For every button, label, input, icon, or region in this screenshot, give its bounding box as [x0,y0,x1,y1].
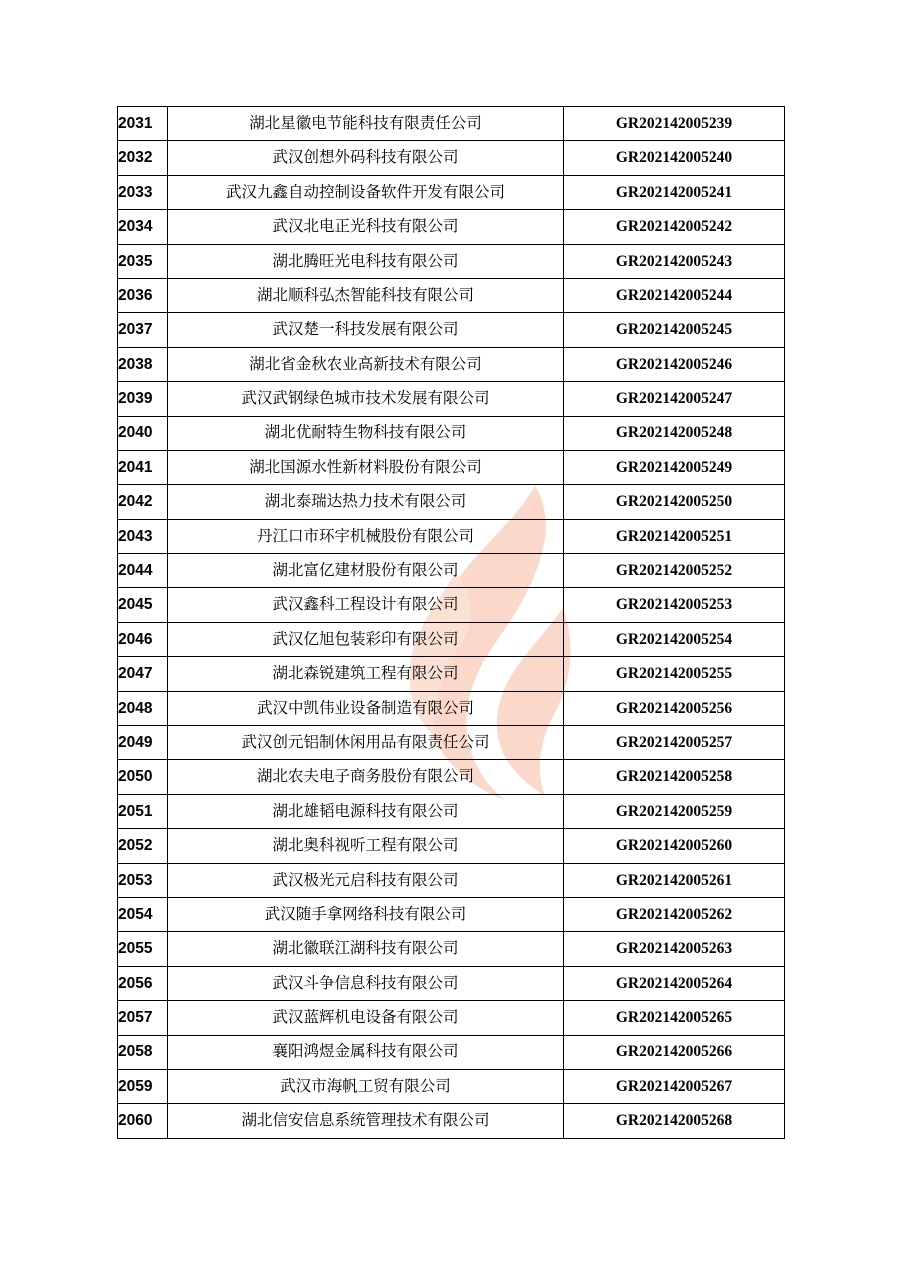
certificate-code: GR202142005244 [564,278,785,312]
certificate-code: GR202142005260 [564,829,785,863]
row-number: 2060 [118,1104,168,1138]
table-row [118,519,785,553]
company-name: 武汉随手拿网络科技有限公司 [168,897,564,931]
row-number: 2052 [118,829,168,863]
row-number: 2059 [118,1069,168,1103]
table-row [118,932,785,966]
table-row [118,726,785,760]
certificate-code: GR202142005253 [564,588,785,622]
company-name: 湖北国源水性新材料股份有限公司 [168,450,564,484]
company-name: 湖北富亿建材股份有限公司 [168,554,564,588]
company-name: 湖北腾旺光电科技有限公司 [168,244,564,278]
row-number: 2031 [118,107,168,141]
table-row [118,863,785,897]
company-name: 武汉鑫科工程设计有限公司 [168,588,564,622]
table-row [118,1104,785,1138]
company-name: 湖北省金秋农业高新技术有限公司 [168,347,564,381]
row-number: 2036 [118,278,168,312]
table-row [118,829,785,863]
certificate-code: GR202142005267 [564,1069,785,1103]
company-name: 湖北泰瑞达热力技术有限公司 [168,485,564,519]
certificate-code: GR202142005259 [564,794,785,828]
table-row [118,416,785,450]
company-name: 湖北雄韬电源科技有限公司 [168,794,564,828]
table-row [118,657,785,691]
certificate-code: GR202142005245 [564,313,785,347]
row-number: 2050 [118,760,168,794]
row-number: 2040 [118,416,168,450]
certificate-code: GR202142005255 [564,657,785,691]
certificate-code: GR202142005246 [564,347,785,381]
company-name: 湖北顺科弘杰智能科技有限公司 [168,278,564,312]
row-number: 2034 [118,210,168,244]
certificate-code: GR202142005249 [564,450,785,484]
row-number: 2033 [118,175,168,209]
company-name: 湖北星徽电节能科技有限责任公司 [168,107,564,141]
row-number: 2057 [118,1001,168,1035]
company-name: 武汉市海帆工贸有限公司 [168,1069,564,1103]
row-number: 2046 [118,622,168,656]
company-name: 湖北优耐特生物科技有限公司 [168,416,564,450]
table-row [118,760,785,794]
row-number: 2054 [118,897,168,931]
certificate-code: GR202142005248 [564,416,785,450]
row-number: 2044 [118,554,168,588]
certificate-code: GR202142005250 [564,485,785,519]
table-body [118,107,785,1139]
row-number: 2042 [118,485,168,519]
table-row [118,313,785,347]
row-number: 2035 [118,244,168,278]
table-row [118,210,785,244]
table-row [118,278,785,312]
company-name: 武汉北电正光科技有限公司 [168,210,564,244]
table-row [118,588,785,622]
certificate-code: GR202142005268 [564,1104,785,1138]
company-name: 武汉创元铝制休闲用品有限责任公司 [168,726,564,760]
certificate-code: GR202142005261 [564,863,785,897]
company-name: 武汉中凯伟业设备制造有限公司 [168,691,564,725]
company-name: 湖北奥科视听工程有限公司 [168,829,564,863]
company-name: 武汉极光元启科技有限公司 [168,863,564,897]
table-row [118,966,785,1000]
certificate-code: GR202142005257 [564,726,785,760]
certificate-code: GR202142005252 [564,554,785,588]
table-row [118,347,785,381]
row-number: 2039 [118,382,168,416]
company-list-table [117,106,785,1139]
certificate-code: GR202142005256 [564,691,785,725]
row-number: 2037 [118,313,168,347]
table-row [118,691,785,725]
table-row [118,1069,785,1103]
table-row [118,244,785,278]
certificate-code: GR202142005262 [564,897,785,931]
company-name: 武汉武钢绿色城市技术发展有限公司 [168,382,564,416]
company-name: 武汉亿旭包装彩印有限公司 [168,622,564,656]
company-name: 丹江口市环宇机械股份有限公司 [168,519,564,553]
table-row [118,175,785,209]
certificate-code: GR202142005240 [564,141,785,175]
certificate-code: GR202142005239 [564,107,785,141]
certificate-code: GR202142005265 [564,1001,785,1035]
table-row [118,485,785,519]
table-row [118,382,785,416]
company-name: 湖北森锐建筑工程有限公司 [168,657,564,691]
certificate-code: GR202142005254 [564,622,785,656]
row-number: 2038 [118,347,168,381]
company-name: 武汉楚一科技发展有限公司 [168,313,564,347]
table-row [118,794,785,828]
certificate-code: GR202142005247 [564,382,785,416]
table-row [118,622,785,656]
company-name: 湖北农夫电子商务股份有限公司 [168,760,564,794]
row-number: 2055 [118,932,168,966]
table-row [118,141,785,175]
certificate-code: GR202142005264 [564,966,785,1000]
certificate-code: GR202142005251 [564,519,785,553]
certificate-code: GR202142005242 [564,210,785,244]
table-row [118,107,785,141]
certificate-code: GR202142005263 [564,932,785,966]
certificate-code: GR202142005258 [564,760,785,794]
company-name: 武汉斗争信息科技有限公司 [168,966,564,1000]
company-name: 武汉蓝辉机电设备有限公司 [168,1001,564,1035]
company-name: 湖北信安信息系统管理技术有限公司 [168,1104,564,1138]
table-row [118,897,785,931]
row-number: 2041 [118,450,168,484]
certificate-code: GR202142005243 [564,244,785,278]
row-number: 2032 [118,141,168,175]
row-number: 2049 [118,726,168,760]
certificate-code: GR202142005241 [564,175,785,209]
company-name: 湖北徽联江湖科技有限公司 [168,932,564,966]
table-row [118,450,785,484]
company-name: 武汉创想外码科技有限公司 [168,141,564,175]
row-number: 2053 [118,863,168,897]
row-number: 2058 [118,1035,168,1069]
row-number: 2051 [118,794,168,828]
row-number: 2043 [118,519,168,553]
table-row [118,1035,785,1069]
row-number: 2048 [118,691,168,725]
row-number: 2045 [118,588,168,622]
row-number: 2056 [118,966,168,1000]
table-row [118,1001,785,1035]
table-row [118,554,785,588]
company-name: 襄阳鸿煜金属科技有限公司 [168,1035,564,1069]
certificate-code: GR202142005266 [564,1035,785,1069]
row-number: 2047 [118,657,168,691]
company-name: 武汉九鑫自动控制设备软件开发有限公司 [168,175,564,209]
